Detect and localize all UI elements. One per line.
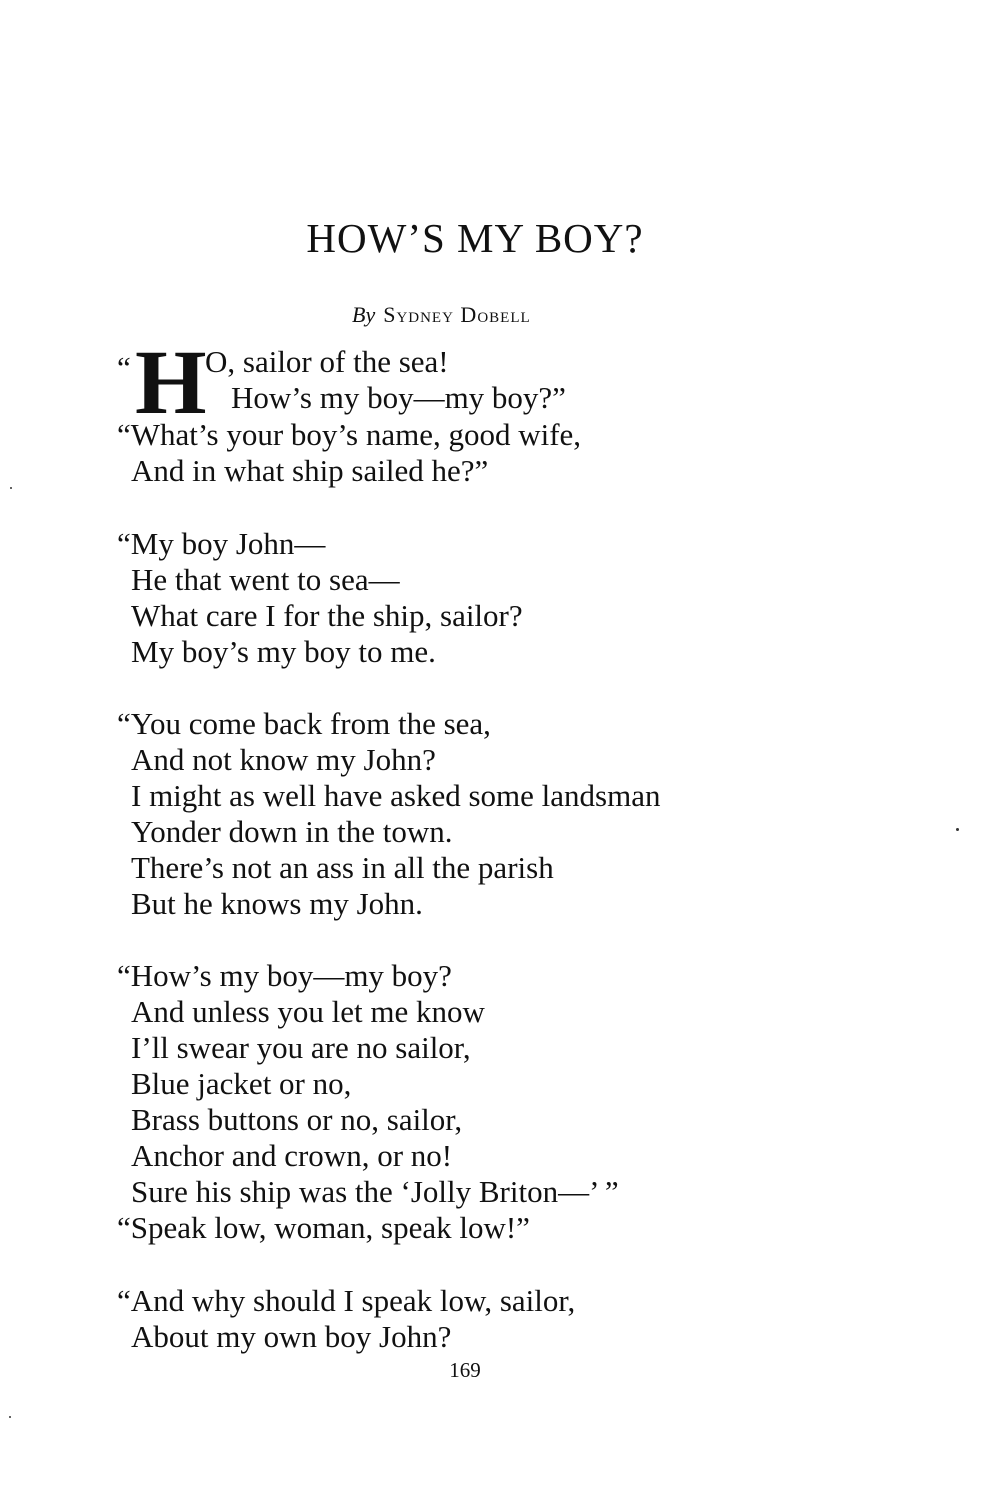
poem-line: About my own boy John? [131, 1319, 452, 1354]
scan-speck [10, 487, 12, 489]
poem-line: And not know my John? [131, 742, 436, 777]
poem-line: Brass buttons or no, sailor, [131, 1102, 463, 1137]
poem-line: Yonder down in the town. [131, 814, 453, 849]
poem-title: HOW’S MY BOY? [306, 215, 644, 261]
poem-line: “What’s your boy’s name, good wife, [117, 417, 582, 452]
poem-line: I might as well have asked some landsman [131, 778, 661, 813]
poem-line: What care I for the ship, sailor? [131, 598, 523, 633]
page-number: 169 [449, 1358, 481, 1382]
poem-line: Anchor and crown, or no! [131, 1138, 453, 1173]
scan-speck [9, 1416, 11, 1418]
poem-line: “Speak low, woman, speak low!” [117, 1210, 530, 1245]
poem-line: “And why should I speak low, sailor, [117, 1283, 576, 1318]
poem-line: “You come back from the sea, [117, 706, 491, 741]
byline-author: Sydney Dobell [383, 302, 531, 327]
poem-line: I’ll swear you are no sailor, [131, 1030, 471, 1065]
poem-line: And unless you let me know [131, 994, 485, 1029]
poem-line: My boy’s my boy to me. [131, 634, 436, 669]
poem-line: How’s my boy—my boy?” [231, 380, 566, 415]
poem-line: “My boy John— [117, 526, 326, 561]
scan-speck [956, 828, 959, 831]
poem-line: Sure his ship was the ‘Jolly Briton—’ ” [131, 1174, 619, 1209]
poem-line: “How’s my boy—my boy? [117, 958, 452, 993]
poem-line: But he knows my John. [131, 886, 423, 921]
poem-line: And in what ship sailed he?” [131, 453, 489, 488]
poem-line: O, sailor of the sea! [205, 344, 449, 379]
poem-line: He that went to sea— [131, 562, 400, 597]
drop-cap-open-quote: “ [117, 350, 131, 385]
poem-line: There’s not an ass in all the parish [131, 850, 554, 885]
byline [352, 302, 531, 328]
poem-line: Blue jacket or no, [131, 1066, 352, 1101]
drop-cap-letter: H [135, 331, 207, 433]
byline-by: By [352, 302, 376, 327]
